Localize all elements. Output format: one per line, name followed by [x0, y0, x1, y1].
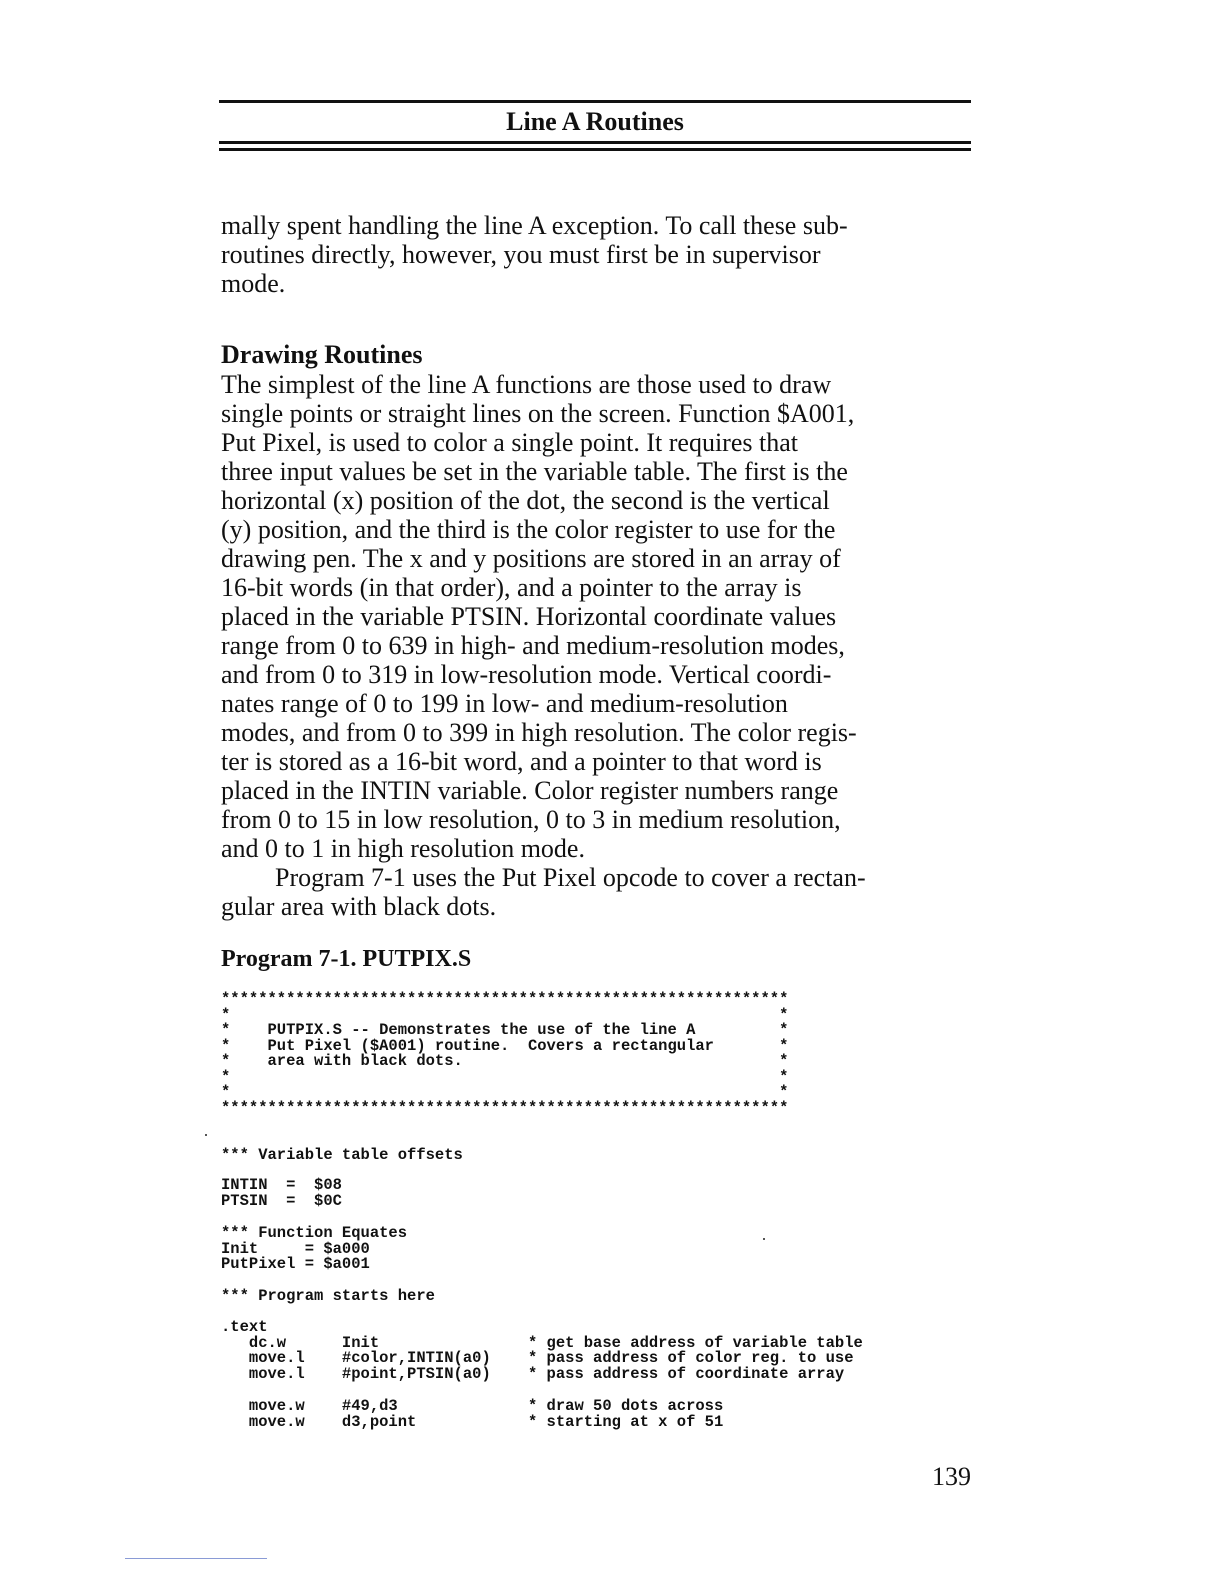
code-move-section	[221, 1399, 941, 1430]
paragraph-line: drawing pen. The x and y positions are stored in an array of	[221, 544, 841, 573]
paragraph-line: 16-bit words (in that order), and a pointer to the array is	[221, 573, 802, 602]
paragraph-continued	[221, 211, 981, 298]
code-line: * *	[221, 1083, 789, 1101]
paragraph-line: nates range of 0 to 199 in low- and medium-resolution	[221, 689, 788, 718]
paragraph-line: from 0 to 15 in low resolution, 0 to 3 in medium resolution,	[221, 805, 841, 834]
section-heading: Drawing Routines	[221, 340, 423, 369]
header-rule-bottom-1	[219, 141, 971, 144]
code-line: * *	[221, 1005, 789, 1024]
paragraph-line: (y) position, and the third is the color register to use for the	[221, 515, 836, 544]
page-number: 139	[932, 1462, 971, 1491]
code-line: * Put Pixel ($A001) routine. Covers a rectangular *	[221, 1036, 789, 1055]
code-comment-banner	[221, 992, 941, 1116]
paragraph-line: horizontal (x) position of the dot, the second is the vertical	[221, 486, 830, 515]
paragraph-line: The simplest of the line A functions are those used to draw	[221, 370, 832, 399]
paragraph-line: routines directly, however, you must first be in supervisor	[221, 240, 821, 269]
paragraph-line: mode.	[221, 269, 286, 298]
paragraph-line: mally spent handling the line A exception. To call these sub-	[221, 211, 848, 240]
code-line: * PUTPIX.S -- Demonstrates the use of the line A *	[221, 1021, 789, 1039]
header-rule-bottom-2	[219, 148, 971, 151]
code-function-equates	[221, 1226, 941, 1273]
scan-speck	[205, 1134, 207, 1136]
code-line: *** Variable table offsets	[221, 1146, 463, 1164]
code-line: Init = $a000	[221, 1239, 370, 1258]
scan-speck	[763, 1238, 765, 1240]
code-line: move.l #color,INTIN(a0) * pass address of color reg. to use	[221, 1349, 854, 1367]
code-line: move.l #point,PTSIN(a0) * pass address of coordinate array	[221, 1364, 845, 1383]
paragraph-line: and from 0 to 319 in low-resolution mode. Vertical coordi-	[221, 660, 832, 689]
code-line: *************************************************************	[221, 1098, 789, 1117]
paragraph-program-intro	[221, 863, 981, 921]
paragraph-line: range from 0 to 639 in high- and medium-resolution modes,	[221, 631, 845, 660]
paragraph-line: and 0 to 1 in high resolution mode.	[221, 834, 585, 863]
scan-edge-line	[125, 1558, 267, 1559]
code-line: move.w d3,point * starting at x of 51	[221, 1412, 724, 1431]
running-header-title: Line A Routines	[506, 107, 684, 136]
paragraph-line: Put Pixel, is used to color a single point. It requires that	[221, 428, 798, 457]
code-equates	[221, 1178, 941, 1209]
code-line: PTSIN = $0C	[221, 1191, 342, 1210]
code-line: dc.w Init * get base address of variable table	[221, 1333, 863, 1352]
code-line: move.w #49,d3 * draw 50 dots across	[221, 1397, 724, 1415]
code-line: * *	[221, 1067, 789, 1086]
code-program-start-comment	[221, 1289, 941, 1305]
paragraph-line: placed in the INTIN variable. Color register numbers range	[221, 776, 839, 805]
code-line: *** Program starts here	[221, 1287, 435, 1305]
paragraph-line: three input values be set in the variable table. The first is the	[221, 457, 848, 486]
program-listing-title: Program 7-1. PUTPIX.S	[221, 946, 472, 972]
paragraph-line: gular area with black dots.	[221, 892, 497, 921]
header-rule-top	[219, 100, 971, 103]
code-line: *** Function Equates	[221, 1224, 408, 1242]
paragraph-line: modes, and from 0 to 399 in high resolution. The color regis-	[221, 718, 857, 747]
code-line: INTIN = $08	[221, 1176, 342, 1194]
code-line: *************************************************************	[221, 990, 789, 1008]
paragraph-line: placed in the variable PTSIN. Horizontal coordinate values	[221, 602, 837, 631]
code-text-section	[221, 1320, 941, 1382]
code-line: .text	[221, 1318, 268, 1336]
paragraph-line: single points or straight lines on the screen. Function $A001,	[221, 399, 855, 428]
paragraph-line: ter is stored as a 16-bit word, and a pointer to that word is	[221, 747, 822, 776]
paragraph-line: Program 7-1 uses the Put Pixel opcode to cover a rectan-	[275, 863, 866, 892]
code-line: PutPixel = $a001	[221, 1255, 370, 1273]
code-variable-table-comment	[221, 1148, 941, 1164]
code-line: * area with black dots. *	[221, 1052, 789, 1070]
paragraph-drawing-routines	[221, 370, 981, 863]
